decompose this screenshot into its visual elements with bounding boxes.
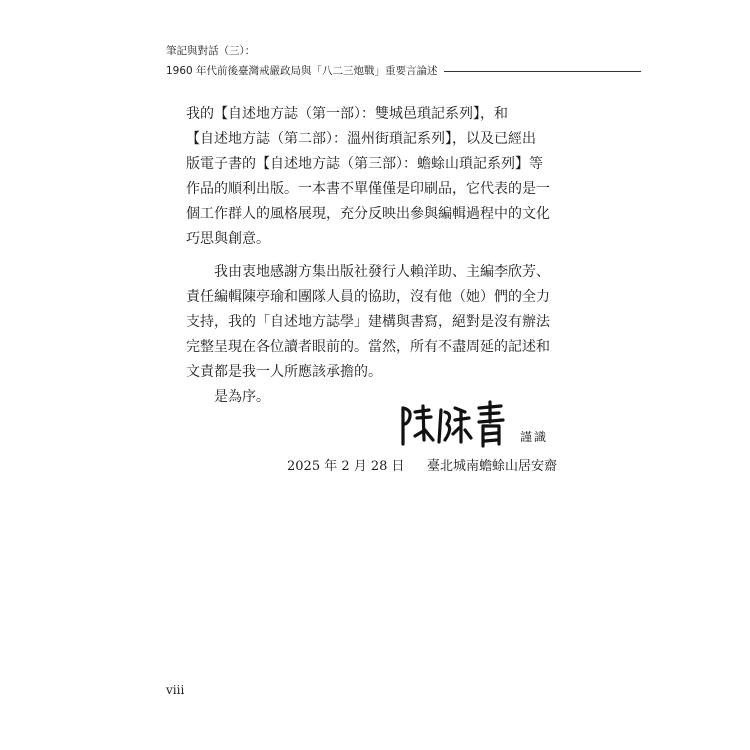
date-place-line — [287, 455, 557, 474]
paragraph-line: 文責都是我一人所應該承擔的。 — [186, 364, 382, 380]
page-number: viii — [166, 683, 185, 697]
paragraph-line: 【自述地方誌（第二部）：溫州街瑣記系列】，以及已經出 — [186, 131, 536, 147]
paragraph-line: 巧思與創意。 — [186, 231, 270, 247]
paragraph-line: 責任編輯陳亭瑜和團隊人員的協助，沒有他（她）們的全力 — [186, 289, 550, 305]
paragraph-line: 完整呈現在各位讀者眼前的。當然，所有不盡周延的記述和 — [186, 339, 550, 355]
paragraph-line: 是為序。 — [214, 389, 270, 405]
preface-date: 2025 年 2 月 28 日 — [287, 459, 405, 474]
paragraph-line: 個工作群人的風格展現，充分反映出參與編輯過程中的文化 — [186, 206, 550, 222]
paragraph-line: 作品的順利出版。一本書不單僅僅是印刷品，它代表的是一 — [186, 181, 550, 197]
paragraph-line: 版電子書的【自述地方誌（第三部）：蟾蜍山瑣記系列】等 — [186, 156, 543, 172]
paragraph-line: 支持，我的「自述地方誌學」建構與書寫，絕對是沒有辦法 — [186, 314, 550, 330]
handwritten-signature — [395, 400, 515, 450]
paragraph-line: 我由衷地感謝方集出版社發行人賴洋助、主編李欣芳、 — [214, 264, 550, 280]
preface-body — [186, 102, 558, 410]
paragraph-line: 我的【自述地方誌（第一部）：雙城邑瑣記系列】，和 — [186, 106, 508, 122]
running-head-book-title: 1960 年代前後臺灣戒嚴政局與「八二三炮戰」重要言論述 — [166, 65, 438, 77]
running-head-rule — [444, 71, 641, 72]
signature-closing: 謹識 — [520, 430, 549, 444]
signature-block — [395, 400, 555, 450]
running-head-book-title-row — [166, 64, 641, 78]
paragraph-2 — [186, 260, 558, 385]
running-head-series-title: 筆記與對話（三）： — [166, 45, 256, 57]
running-head — [166, 44, 641, 78]
paragraph-1 — [186, 102, 558, 252]
preface-place: 臺北城南蟾蜍山居安齋 — [426, 459, 557, 474]
